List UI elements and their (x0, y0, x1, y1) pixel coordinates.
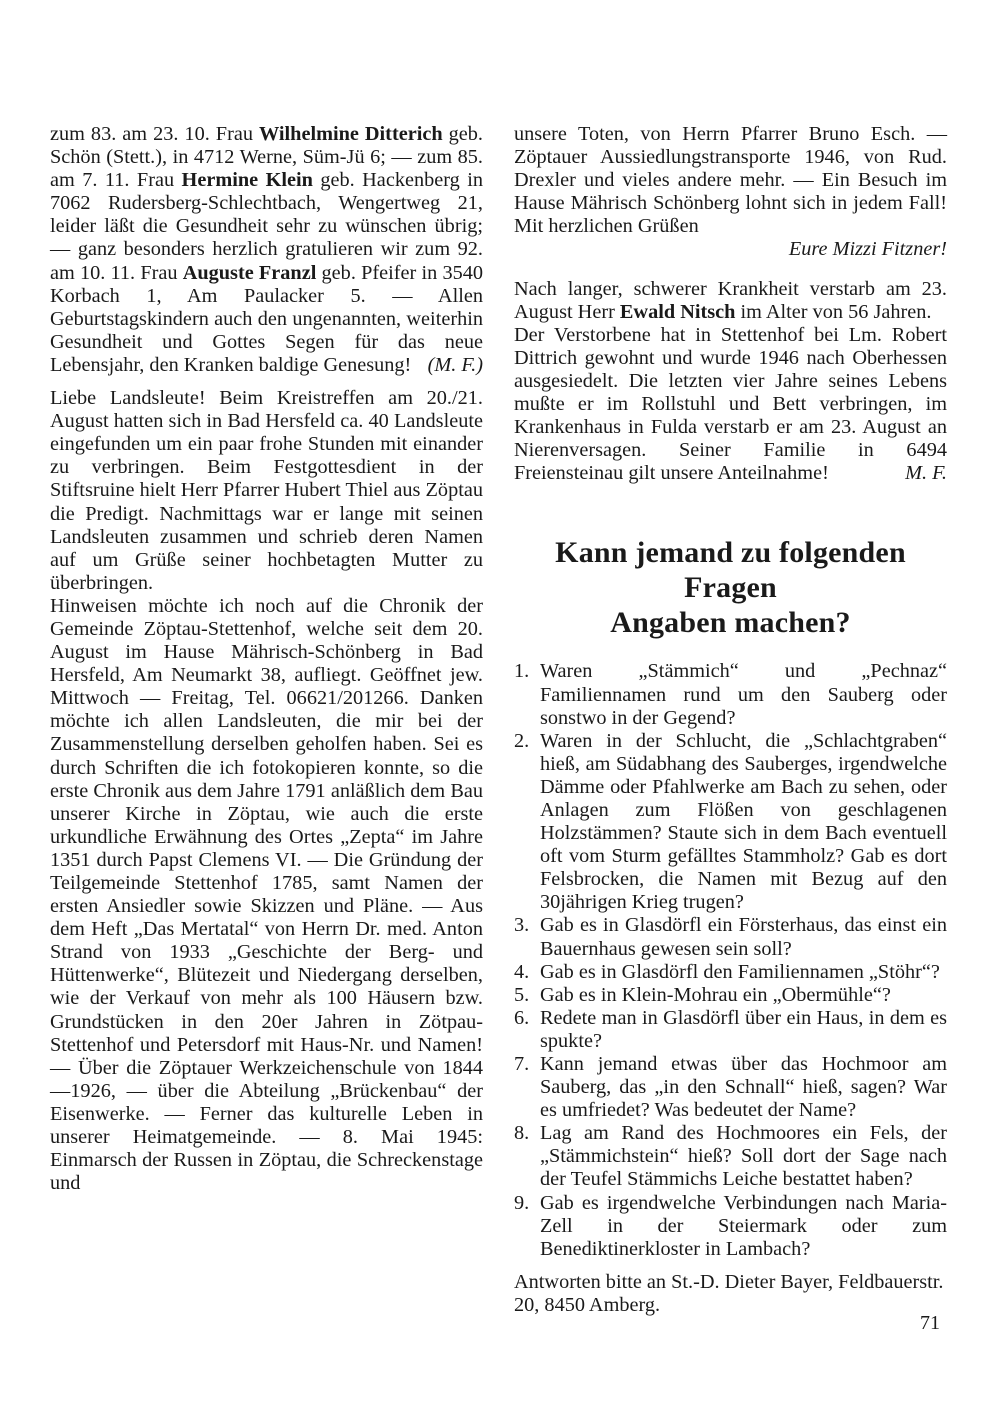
chronik-signoff: Eure Mizzi Fitzner! (788, 238, 947, 261)
question-text: Lag am Rand des Hochmoores ein Fels, der „Stämmichstein“ hieß? Soll dort der Sage nach der Teufel Stämmichs Leiche bestattet haben? (540, 1122, 947, 1191)
text-run: Nach langer, schwerer Krankheit verstarb am 23. August Herr (514, 277, 947, 323)
question-text: Gab es in Glasdörfl den Familiennamen „Stöhr“? (540, 960, 940, 983)
text-run: Der Verstorbene hat in Stettenhof bei Lm. Robert Dittrich gewohnt und wurde 1946 nach Oberhessen ausgesiedelt. Die letzten vier Jahre seines Lebens mußte er im Rollstuhl und Bett verbringen, im Krankenhaus in Fulda verstarb er am 23. August an Nierenversagen. Seiner Familie in 6494 Freiensteinau gilt unsere Anteilnahme! (514, 323, 947, 485)
person-name-bold: Auguste Franzl (182, 261, 317, 284)
question-text: Waren in der Schlucht, die „Schlachtgraben“ hieß, am Südabhang des Sauberges, irgendwelche Dämme oder Pfahlwerke am Bach zu sehen, oder Anlagen zum Flößen von geschlagenen Holzstämmen? Staute sich in dem Bach eventuell oft vom Sturm gefälltes Stammholz? Gab es dort Felsbrocken, die Namen mit Bezug auf den 30jährigen Krieg trugen? (540, 729, 947, 914)
page-number: 71 (920, 1312, 940, 1334)
signature: M. F. (905, 462, 947, 485)
question-item (514, 730, 947, 915)
question-number: 3. (514, 914, 530, 937)
question-number: 9. (514, 1191, 530, 1214)
obituary-intro (514, 278, 947, 324)
questions-heading (514, 535, 947, 640)
left-column (50, 123, 483, 1195)
right-column (514, 123, 947, 1317)
chronik-continued-paragraph: unsere Toten, von Herrn Pfarrer Bruno Esch. — Zöptauer Aussiedlungstransporte 1946, von Rud. Drexler und vieles andere mehr. — Ein Besuch im Hause Mährisch Schönberg lohnt sich in jedem Fall! Mit herzlichen Grüßen (514, 123, 947, 238)
text-run: geb. Pfeifer in 3540 Korbach 1, Am Paulacker 5. — Allen Geburtstagskindern auch den ungenannten, weiterhin Gesundheit und Gottes Segen für das neue Lebensjahr, den Kranken baldige Genesung! (50, 261, 484, 376)
heading-line: Angaben machen? (610, 606, 851, 640)
question-number: 5. (514, 983, 530, 1006)
question-text: Gab es in Glasdörfl ein Försterhaus, das einst ein Bauernhaus gewesen sein soll? (540, 914, 947, 960)
question-item (514, 961, 947, 984)
question-text: Kann jemand etwas über das Hochmoor am Sauberg, das „in den Schnall“ hieß, sagen? War es umfriedet? Was bedeutet der Name? (540, 1053, 947, 1122)
question-number: 8. (514, 1122, 530, 1145)
deceased-name-bold: Ewald Nitsch (619, 300, 736, 323)
question-item (514, 1007, 947, 1053)
question-text: Redete man in Glasdörfl über ein Haus, in dem es spukte? (540, 1006, 947, 1052)
obituary-body (514, 324, 947, 486)
question-number: 7. (514, 1053, 530, 1075)
questions-list (514, 660, 947, 1260)
text-run: zum 83. am 23. 10. Frau (50, 123, 259, 145)
birthday-paragraph (50, 123, 483, 377)
question-number: 6. (514, 1006, 530, 1029)
question-text: Gab es in Klein-Mohrau ein „Obermühle“? (540, 983, 891, 1006)
question-item (514, 660, 947, 729)
question-number: 1. (514, 660, 530, 683)
question-number: 2. (514, 729, 530, 752)
heading-line: Kann jemand zu folgenden Fragen (555, 536, 906, 605)
question-item (514, 1053, 947, 1122)
reply-address-note: Antworten bitte an St.-D. Dieter Bayer, Feldbauerstr. 20, 8450 Amberg. (514, 1270, 944, 1316)
question-item (514, 914, 947, 960)
question-item (514, 1192, 947, 1261)
person-name-bold: Hermine Klein (181, 169, 313, 192)
question-text: Waren „Stämmich“ und „Pechnaz“ Familiennamen rund um den Sauberg oder sonstwo in der Gegend? (540, 660, 947, 729)
chronik-paragraph: Hinweisen möchte ich noch auf die Chronik der Gemeinde Zöptau-Stettenhof, welche seit dem 20. August im Hause Mährisch-Schönberg in Bad Hersfeld, Am Neumarkt 38, aufliegt. Geöffnet jew. Mittwoch — Freitag, Tel. 06621/201266. Danken möchte ich allen Landsleuten, die mir bei der Zusammenstellung derselben geholfen haben. Sei es durch Schriften die ich fotokopieren konnte, so die erste Chronik aus dem Jahre 1791 anläßlich dem Bau unserer Kirche in Zöptau, wie auch die erste urkundliche Erwähnung des Ortes „Zepta“ im Jahre 1351 durch Papst Clemens VI. — Die Gründung der Teilgemeinde Stettenhof 1785, samt Namen der ersten Ansiedler sowie Skizzen und Pläne. — Aus dem Heft „Das Mertatal“ von Herrn Dr. med. Anton Strand von 1933 „Geschichte der Berg- und Hüttenwerke“, Blütezeit und Niedergang derselben, wie der Verkauf von mehr als 100 Häusern bzw. Grundstücken in den 20er Jahren in Zötpau-Stettenhof und Petersdorf mit Haus-Nr. und Namen! — Über die Zöptauer Werkzeichenschule von 1844—1926, — über die Abteilung „Brückenbau“ der Eisenwerke. — Ferner das kulturelle Leben in unserer Heimatgemeinde. — 8. Mai 1945: Einmarsch der Russen in Zöptau, die Schreckenstage und (50, 594, 483, 1195)
question-text: Gab es irgendwelche Verbindungen nach Maria-Zell in der Steiermark oder zum Benediktinerkloster in Lambach? (540, 1191, 947, 1260)
question-item (514, 1122, 947, 1191)
text-run: geb. Hackenberg in 7062 Rudersberg-Schlechtbach, Wengertweg 21, leider läßt die Gesundheit sehr zu wünschen übrig; — ganz besonders herzlich gratulieren wir zum 92. am 10. 11. Frau (50, 169, 483, 284)
text-run: im Alter von 56 Jahren. (735, 300, 932, 323)
kreistreffen-paragraph: Liebe Landsleute! Beim Kreistreffen am 20./21. August hatten sich in Bad Hersfeld ca. 40 Landsleute eingefunden um ein paar frohe Stunden mit einander zu verbringen. Beim Festgottesdient in der Stiftsruine hielt Herr Pfarrer Hubert Thiel aus Zöptau die Predigt. Nachmittags war er lange mit seinen Landsleuten zusammen und schrieb deren Namen auf um Grüße seiner hochbetagten Mutter zu überbringen. (50, 387, 483, 594)
person-name-bold: Wilhelmine Ditterich (258, 123, 443, 145)
question-number: 4. (514, 960, 530, 983)
text-run: geb. Schön (Stett.), in 4712 Werne, Süm-Jü 6; — zum 85. am 7. 11. Frau (50, 123, 483, 192)
question-item (514, 984, 947, 1007)
signature: (M. F.) (427, 353, 483, 376)
